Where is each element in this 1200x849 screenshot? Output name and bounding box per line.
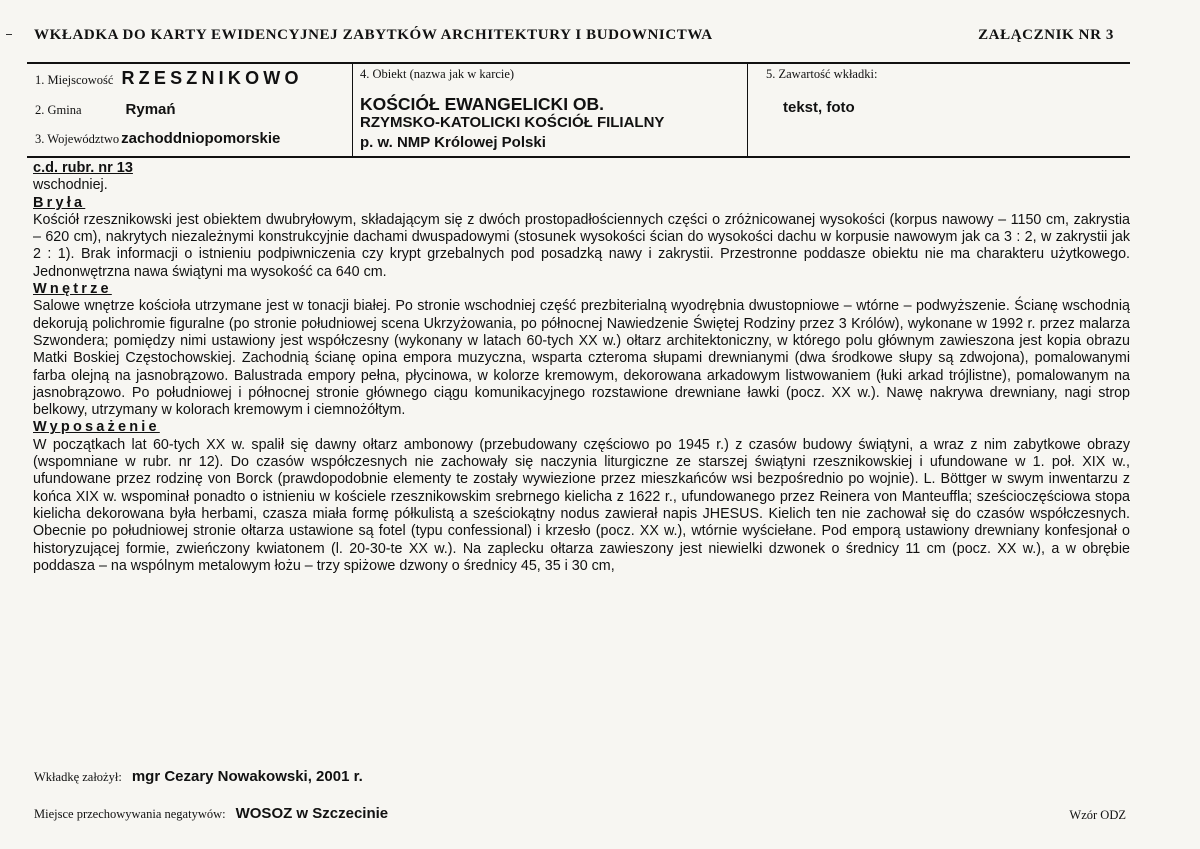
author-line [34, 768, 363, 785]
locality-label: 1. Miejscowość [35, 73, 114, 87]
locality-row [35, 68, 303, 89]
description-body [33, 160, 1130, 575]
voivodeship-value: zachoddniopomorskie [121, 130, 281, 147]
voivodeship-label: 3. Województwo [35, 132, 120, 146]
identification-table [27, 62, 1130, 158]
section-text-wnetrze: Salowe wnętrze kościoła utrzymane jest w tonacji białej. Po stronie wschodniej część prezbiterialną wyodrębnia dwustopniowe – wtórne – podwyższenie. Ścianę wschodnią dekorują polichromie figuralne (po stronie południowej scena Ukrzyżowania, po północnej Nawiedzenie Świętej Rodziny przez 3 Królów), wykonane w 1992 r. przez malarza Szwondera; pomiędzy nimi ustawiony jest współczesny (wykonany w latach 60-tych XX w.) ołtarz architektoniczny, w którego polu głównym zawieszona jest kopia obrazu Matki Boskiej Częstochowskiej. Zachodnią ścianę opina empora muzyczna, wsparta czteroma słupami drewnianymi (dwa środkowe słupy są zdwojona), pomalowanymi farba olejną na jasnobrązowo. Balustrada empory pełna, płycinowa, w kolorze kremowym, dekorowana arkadowym listwowaniem (łuki arkad trójlistne), pomalowanym na jasnobrązowo. Po południowej i północnej stronie głównego ciągu komunikacyjnego rozstawione drewniane ławki (pocz. XX w.). Nawę nakrywa drewniany, nagi strop belkowy, utrzymany w kolorach kremowym i ciemnożółtym. [33, 298, 1130, 419]
form-pattern: Wzór ODZ [1069, 808, 1126, 822]
section-text-bryla: Kościół rzesznikowski jest obiektem dwubryłowym, składającym się z dwóch prostopadłościennych części o zróżnicowanej wysokości (korpus nawowy – 1150 cm, zakrystia – 620 cm), nakrytych niezależnymi konstrukcyjnie dachami dwuspadowymi (stosunek wysokości ścian do wysokości dachu w korpusie nawowym jak ca 3 : 2, w zakrystii jak 2 : 1). Brak informacji o istnieniu podpiwniczenia czy krypt grzebalnych pod posadzką nawy i zakrystii. Przestronne poddasze obiektu nie ma charakteru użytkowego. Jednonwętrzna nawa świątyni ma wysokość ca 640 cm. [33, 211, 1130, 280]
margin-tick [6, 34, 12, 35]
author-value: mgr Cezary Nowakowski, 2001 r. [131, 768, 363, 785]
storage-value: WOSOZ w Szczecinie [235, 805, 389, 822]
section-heading-wyposazenie: Wyposażenie [33, 419, 160, 436]
section-heading-wnetrze: Wnętrze [33, 281, 112, 298]
object-label: 4. Obiekt (nazwa jak w karcie) [360, 67, 515, 81]
locality-value: RZESZNIKOWO [121, 68, 303, 88]
location-column [27, 64, 352, 156]
annex-number: ZAŁĄCZNIK NR 3 [978, 27, 1114, 43]
intro-text: wschodniej. [33, 177, 108, 194]
author-label: Wkładkę założył: [34, 770, 122, 784]
storage-line [34, 805, 388, 822]
contents-column [747, 64, 1130, 156]
object-name-line3: p. w. NMP Królowej Polski [360, 134, 546, 151]
sheet-title: WKŁADKA DO KARTY EWIDENCYJNEJ ZABYTKÓW ARCHITEKTURY I BUDOWNICTWA [34, 27, 713, 43]
section-text-wyposazenie: W początkach lat 60-tych XX w. spalił się dawny ołtarz ambonowy (przebudowany częściowo po 1945 r.) z czasów budowy świątyni, a wraz z nim zabytkowe obrazy (wspomniane w rubr. nr 12). Do czasów współczesnych nie zachowały się naczynia liturgiczne ze starszej świątyni rzesznikowskiej i ufundowane w 1. poł. XIX w., ufundowane przez rodzinę von Borck (prawdopodobnie elementy te zostały wywiezione przez mieszkańców wsi bezpośrednio po wojnie). L. Böttger w swym inwentarzu z końca XIX w. wspominał ponadto o istnieniu w kościele rzesznikowskim srebrnego kielicha z 1622 r., ufundowanego przez Reinera von Manteuffla; sześcioczęściowa stopa kielicha dekorowana była herbami, czasza miała formę półkulistą a sześciokątny nodus zawierał napis JHESUS. Kielich ten nie zachował się do czasów współczesnych. Obecnie po południowej stronie ołtarza ustawione są fotel (typu confessional) i krzesło (pocz. XX w.), wtórnie wyściełane. Pod emporą ustawiony drewniany konfesjonał o historyzującej formie, zwieńczony kwiatonem (l. 20-30-te XX w.). Na zaplecku ołtarza zawieszony jest niewielki dzwonek o średnicy 11 cm (pocz. XX w.), a w obrębie poddasza – na wspólnym metalowym łożu – trzy spiżowe dzwony o średnicy 45, 35 i 30 cm, [33, 436, 1130, 574]
storage-label: Miejsce przechowywania negatywów: [34, 807, 226, 821]
contents-value: tekst, foto [783, 99, 855, 116]
object-name-line1: KOŚCIÓŁ EWANGELICKI OB. [360, 94, 605, 114]
continuation-marker: c.d. rubr. nr 13 [33, 160, 133, 176]
contents-label: 5. Zawartość wkładki: [766, 67, 878, 81]
commune-row [35, 101, 176, 118]
object-name-line2: RZYMSKO-KATOLICKI KOŚCIÓŁ FILIALNY [360, 114, 665, 131]
object-column [352, 64, 748, 156]
section-heading-bryla: Bryła [33, 194, 86, 211]
commune-value: Rymań [125, 101, 176, 118]
commune-label: 2. Gmina [35, 103, 82, 117]
voivodeship-row [35, 130, 280, 147]
